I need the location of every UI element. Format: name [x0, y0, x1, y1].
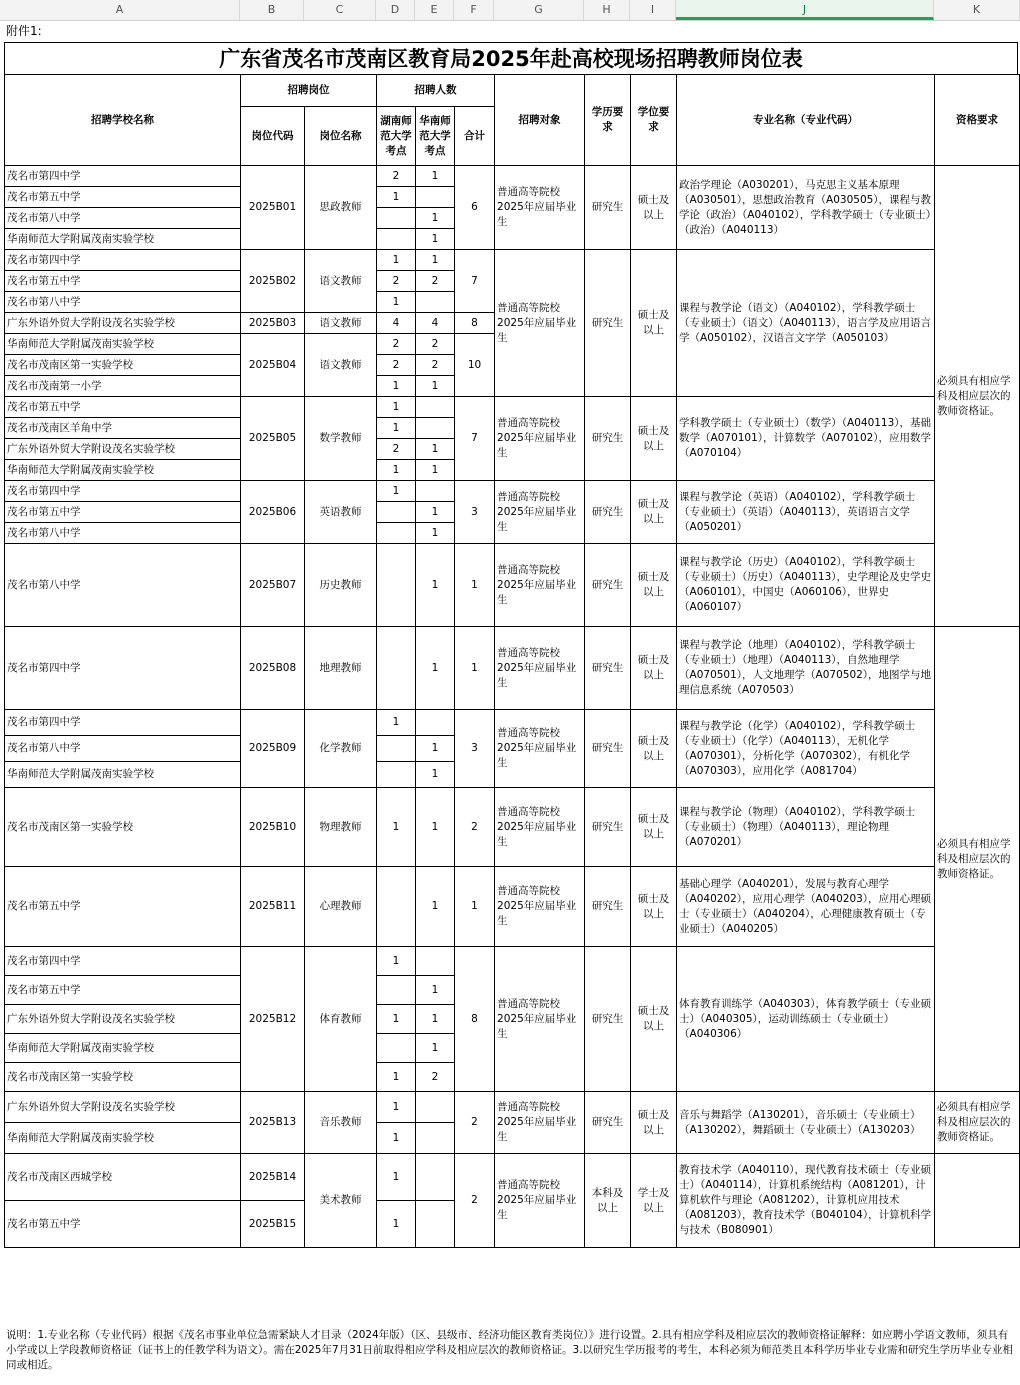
- table-row: [5, 1154, 1020, 1201]
- huanan-count-cell: 1: [416, 460, 455, 481]
- target-cell: 普通高等院校2025年应届毕业生: [495, 1092, 585, 1154]
- column-header-a[interactable]: A: [0, 0, 240, 20]
- degree-cell: 学士及以上: [631, 1154, 677, 1248]
- post-code-cell: 2025B09: [241, 710, 305, 788]
- major-cell: 课程与教学论（地理）（A040102），学科教学硕士（专业硕士）（地理）（A040113），自然地理学（A070501），人文地理学（A070502），地图学与地理信息系统（A070503）: [677, 627, 935, 710]
- table-row: [5, 397, 1020, 418]
- recruitment-table: [4, 74, 1020, 1248]
- total-count-cell: 3: [455, 710, 495, 788]
- degree-cell: 硕士及以上: [631, 397, 677, 481]
- school-name-cell: 茂名市第四中学: [5, 947, 241, 976]
- school-name-cell: 茂名市第四中学: [5, 627, 241, 710]
- huanan-count-cell: [416, 418, 455, 439]
- huanan-count-cell: 1: [416, 208, 455, 229]
- major-cell: 政治学理论（A030201），马克思主义基本原理（A030501），思想政治教育（A030505），课程与教学论（政治）（A040102），学科教学硕士（专业硕士）（政治）（A040113）: [677, 166, 935, 250]
- hunan-count-cell: 2: [377, 166, 416, 187]
- hunan-count-cell: [377, 502, 416, 523]
- hunan-count-cell: 1: [377, 788, 416, 867]
- post-code-cell: 2025B10: [241, 788, 305, 867]
- school-name-cell: 茂名市第五中学: [5, 187, 241, 208]
- education-cell: 研究生: [585, 788, 631, 867]
- table-row: [5, 867, 1020, 947]
- education-cell: 研究生: [585, 481, 631, 544]
- attachment-label: 附件1:: [6, 24, 42, 38]
- header-degree: 学位要求: [631, 75, 677, 166]
- hunan-count-cell: 1: [377, 418, 416, 439]
- huanan-count-cell: [416, 947, 455, 976]
- degree-cell: 硕士及以上: [631, 250, 677, 397]
- column-header-bar: [0, 0, 1020, 21]
- huanan-count-cell: 1: [416, 229, 455, 250]
- page-title: 广东省茂名市茂南区教育局2025年赴高校现场招聘教师岗位表: [4, 42, 1018, 74]
- huanan-count-cell: [416, 481, 455, 502]
- education-cell: 研究生: [585, 627, 631, 710]
- hunan-count-cell: 4: [377, 313, 416, 334]
- hunan-count-cell: 1: [377, 1154, 416, 1201]
- hunan-count-cell: [377, 736, 416, 762]
- school-name-cell: 茂名市第五中学: [5, 397, 241, 418]
- huanan-count-cell: 2: [416, 271, 455, 292]
- post-code-cell: 2025B13: [241, 1092, 305, 1154]
- hunan-count-cell: 2: [377, 355, 416, 376]
- school-name-cell: 茂名市第四中学: [5, 710, 241, 736]
- major-cell: 基础心理学（A040201），发展与教育心理学（A040202），应用心理学（A040203），应用心理硕士（专业硕士）（A040204），心理健康教育硕士（专业硕士）（A040205）: [677, 867, 935, 947]
- post-name-cell: 思政教师: [305, 166, 377, 250]
- huanan-count-cell: 1: [416, 544, 455, 627]
- huanan-count-cell: 2: [416, 355, 455, 376]
- hunan-count-cell: [377, 229, 416, 250]
- school-name-cell: 茂名市第八中学: [5, 208, 241, 229]
- post-name-cell: 化学教师: [305, 710, 377, 788]
- huanan-count-cell: [416, 1123, 455, 1154]
- hunan-count-cell: 1: [377, 376, 416, 397]
- total-count-cell: 7: [455, 397, 495, 481]
- huanan-count-cell: [416, 710, 455, 736]
- school-name-cell: 茂名市第四中学: [5, 250, 241, 271]
- huanan-count-cell: 1: [416, 736, 455, 762]
- degree-cell: 硕士及以上: [631, 166, 677, 250]
- school-name-cell: 茂名市茂南第一小学: [5, 376, 241, 397]
- qualification-cell: 必须具有相应学科及相应层次的教师资格证。: [935, 166, 1020, 627]
- target-cell: 普通高等院校2025年应届毕业生: [495, 481, 585, 544]
- post-name-cell: 心理教师: [305, 867, 377, 947]
- hunan-count-cell: 1: [377, 710, 416, 736]
- huanan-count-cell: [416, 1154, 455, 1201]
- school-name-cell: 茂名市茂南区第一实验学校: [5, 1063, 241, 1092]
- table-row: [5, 710, 1020, 736]
- qualification-cell: 必须具有相应学科及相应层次的教师资格证。: [935, 1092, 1020, 1154]
- huanan-count-cell: [416, 292, 455, 313]
- total-count-cell: 2: [455, 788, 495, 867]
- degree-cell: 硕士及以上: [631, 710, 677, 788]
- post-name-cell: 英语教师: [305, 481, 377, 544]
- school-name-cell: 广东外语外贸大学附设茂名实验学校: [5, 313, 241, 334]
- school-name-cell: 茂名市茂南区西城学校: [5, 1154, 241, 1201]
- hunan-count-cell: 2: [377, 271, 416, 292]
- header-huanan: 华南师范大学考点: [416, 107, 455, 166]
- education-cell: 研究生: [585, 710, 631, 788]
- major-cell: 课程与教学论（历史）（A040102），学科教学硕士（专业硕士）（历史）（A040113），史学理论及史学史（A060101），中国史（A060106），世界史（A060107）: [677, 544, 935, 627]
- huanan-count-cell: 1: [416, 439, 455, 460]
- huanan-count-cell: [416, 187, 455, 208]
- post-code-cell: 2025B06: [241, 481, 305, 544]
- hunan-count-cell: [377, 523, 416, 544]
- huanan-count-cell: 1: [416, 250, 455, 271]
- table-row: [5, 481, 1020, 502]
- school-name-cell: 华南师范大学附属茂南实验学校: [5, 762, 241, 788]
- school-name-cell: 茂名市第八中学: [5, 523, 241, 544]
- table-row: [5, 788, 1020, 867]
- huanan-count-cell: 1: [416, 502, 455, 523]
- hunan-count-cell: 1: [377, 397, 416, 418]
- school-name-cell: 茂名市茂南区羊角中学: [5, 418, 241, 439]
- education-cell: 研究生: [585, 1092, 631, 1154]
- degree-cell: 硕士及以上: [631, 947, 677, 1092]
- header-school: 招聘学校名称: [5, 75, 241, 166]
- school-name-cell: 茂名市第四中学: [5, 481, 241, 502]
- huanan-count-cell: 1: [416, 867, 455, 947]
- post-name-cell: 地理教师: [305, 627, 377, 710]
- degree-cell: 硕士及以上: [631, 867, 677, 947]
- post-name-cell: 语文教师: [305, 250, 377, 313]
- hunan-count-cell: [377, 627, 416, 710]
- header-edu: 学历要求: [585, 75, 631, 166]
- post-name-cell: 数学教师: [305, 397, 377, 481]
- huanan-count-cell: 1: [416, 1005, 455, 1034]
- target-cell: 普通高等院校2025年应届毕业生: [495, 867, 585, 947]
- hunan-count-cell: [377, 762, 416, 788]
- header-qualification: 资格要求: [935, 75, 1020, 166]
- target-cell: 普通高等院校2025年应届毕业生: [495, 788, 585, 867]
- column-header-b[interactable]: B: [240, 0, 304, 20]
- hunan-count-cell: 1: [377, 947, 416, 976]
- education-cell: 研究生: [585, 947, 631, 1092]
- hunan-count-cell: [377, 1034, 416, 1063]
- school-name-cell: 茂名市第八中学: [5, 292, 241, 313]
- table-row: [5, 1092, 1020, 1123]
- major-cell: 音乐与舞蹈学（A130201），音乐硕士（专业硕士）（A130202），舞蹈硕士（专业硕士）（A130203）: [677, 1092, 935, 1154]
- huanan-count-cell: 2: [416, 334, 455, 355]
- target-cell: 普通高等院校2025年应届毕业生: [495, 544, 585, 627]
- hunan-count-cell: 1: [377, 187, 416, 208]
- huanan-count-cell: 1: [416, 976, 455, 1005]
- school-name-cell: 广东外语外贸大学附设茂名实验学校: [5, 1005, 241, 1034]
- hunan-count-cell: 1: [377, 460, 416, 481]
- total-count-cell: 8: [455, 313, 495, 334]
- total-count-cell: 8: [455, 947, 495, 1092]
- target-cell: 普通高等院校2025年应届毕业生: [495, 250, 585, 397]
- education-cell: 研究生: [585, 544, 631, 627]
- table-row: [5, 250, 1020, 271]
- major-cell: 教育技术学（A040110），现代教育技术硕士（专业硕士）（A040114），计算机系统结构（A081201），计算机软件与理论（A081202），计算机应用技术（A081203），教育技术学（B040104），计算机科学与技术（B080901）: [677, 1154, 935, 1248]
- huanan-count-cell: [416, 1201, 455, 1248]
- post-name-cell: 历史教师: [305, 544, 377, 627]
- huanan-count-cell: 1: [416, 523, 455, 544]
- education-cell: 研究生: [585, 867, 631, 947]
- hunan-count-cell: 2: [377, 334, 416, 355]
- school-name-cell: 华南师范大学附属茂南实验学校: [5, 1034, 241, 1063]
- header-hunan: 湖南师范大学考点: [377, 107, 416, 166]
- post-code-cell: 2025B11: [241, 867, 305, 947]
- huanan-count-cell: [416, 1092, 455, 1123]
- degree-cell: 硕士及以上: [631, 544, 677, 627]
- hunan-count-cell: [377, 208, 416, 229]
- school-name-cell: 茂名市第五中学: [5, 271, 241, 292]
- school-name-cell: 茂名市第五中学: [5, 976, 241, 1005]
- major-cell: 课程与教学论（化学）（A040102），学科教学硕士（专业硕士）（化学）（A040113），无机化学（A070301），分析化学（A070302），有机化学（A070303），应用化学（A081704）: [677, 710, 935, 788]
- school-name-cell: 华南师范大学附属茂南实验学校: [5, 229, 241, 250]
- school-name-cell: 茂名市第五中学: [5, 867, 241, 947]
- huanan-count-cell: 1: [416, 762, 455, 788]
- total-count-cell: 7: [455, 250, 495, 313]
- hunan-count-cell: [377, 544, 416, 627]
- table-row: [5, 947, 1020, 976]
- huanan-count-cell: 1: [416, 788, 455, 867]
- post-code-cell: 2025B05: [241, 397, 305, 481]
- major-cell: 课程与教学论（英语）（A040102），学科教学硕士（专业硕士）（英语）（A040113），英语语言文学（A050201）: [677, 481, 935, 544]
- huanan-count-cell: 4: [416, 313, 455, 334]
- target-cell: 普通高等院校2025年应届毕业生: [495, 166, 585, 250]
- major-cell: 课程与教学论（物理）（A040102），学科教学硕士（专业硕士）（物理）（A040113），理论物理（A070201）: [677, 788, 935, 867]
- total-count-cell: 2: [455, 1092, 495, 1154]
- hunan-count-cell: 1: [377, 1005, 416, 1034]
- header-post-code: 岗位代码: [241, 107, 305, 166]
- header-total: 合计: [455, 107, 495, 166]
- total-count-cell: 2: [455, 1154, 495, 1248]
- degree-cell: 硕士及以上: [631, 1092, 677, 1154]
- post-code-cell: 2025B07: [241, 544, 305, 627]
- post-code-cell: 2025B04: [241, 334, 305, 397]
- school-name-cell: 华南师范大学附属茂南实验学校: [5, 1123, 241, 1154]
- total-count-cell: 3: [455, 481, 495, 544]
- hunan-count-cell: 1: [377, 1063, 416, 1092]
- school-name-cell: 茂名市第八中学: [5, 736, 241, 762]
- school-name-cell: 广东外语外贸大学附设茂名实验学校: [5, 1092, 241, 1123]
- column-header-j[interactable]: J: [676, 0, 934, 20]
- education-cell: 研究生: [585, 397, 631, 481]
- column-header-c[interactable]: C: [304, 0, 376, 20]
- post-code-cell: 2025B02: [241, 250, 305, 313]
- target-cell: 普通高等院校2025年应届毕业生: [495, 947, 585, 1092]
- post-name-cell: 体育教师: [305, 947, 377, 1092]
- total-count-cell: 1: [455, 544, 495, 627]
- post-name-cell: 音乐教师: [305, 1092, 377, 1154]
- school-name-cell: 华南师范大学附属茂南实验学校: [5, 334, 241, 355]
- degree-cell: 硕士及以上: [631, 627, 677, 710]
- major-cell: 课程与教学论（语文）（A040102），学科教学硕士（专业硕士）（语文）（A040113），语言学及应用语言学（A050102），汉语言文字学（A050103）: [677, 250, 935, 397]
- huanan-count-cell: [416, 397, 455, 418]
- qualification-cell: 必须具有相应学科及相应层次的教师资格证。: [935, 627, 1020, 1092]
- education-cell: 本科及以上: [585, 1154, 631, 1248]
- degree-cell: 硕士及以上: [631, 481, 677, 544]
- header-post: 招聘岗位: [241, 75, 377, 107]
- post-code-cell: 2025B12: [241, 947, 305, 1092]
- hunan-count-cell: 1: [377, 250, 416, 271]
- hunan-count-cell: 1: [377, 1092, 416, 1123]
- header-target: 招聘对象: [495, 75, 585, 166]
- target-cell: 普通高等院校2025年应届毕业生: [495, 627, 585, 710]
- column-header-d[interactable]: D: [376, 0, 415, 20]
- school-name-cell: 广东外语外贸大学附设茂名实验学校: [5, 439, 241, 460]
- total-count-cell: 1: [455, 627, 495, 710]
- huanan-count-cell: 2: [416, 1063, 455, 1092]
- hunan-count-cell: 1: [377, 1201, 416, 1248]
- hunan-count-cell: [377, 976, 416, 1005]
- hunan-count-cell: [377, 867, 416, 947]
- total-count-cell: 10: [455, 334, 495, 397]
- target-cell: 普通高等院校2025年应届毕业生: [495, 1154, 585, 1248]
- column-header-k[interactable]: K: [934, 0, 1020, 20]
- hunan-count-cell: 1: [377, 292, 416, 313]
- post-name-cell: 物理教师: [305, 788, 377, 867]
- column-header-f[interactable]: F: [454, 0, 494, 20]
- post-name-cell: 语文教师: [305, 313, 377, 334]
- column-header-h[interactable]: H: [584, 0, 630, 20]
- school-name-cell: 茂名市第四中学: [5, 166, 241, 187]
- school-name-cell: 华南师范大学附属茂南实验学校: [5, 460, 241, 481]
- table-row: [5, 627, 1020, 710]
- school-name-cell: 茂名市茂南区第一实验学校: [5, 355, 241, 376]
- hunan-count-cell: 1: [377, 1123, 416, 1154]
- school-name-cell: 茂名市第五中学: [5, 1201, 241, 1248]
- post-code-cell: 2025B15: [241, 1201, 305, 1248]
- total-count-cell: 1: [455, 867, 495, 947]
- header-count: 招聘人数: [377, 75, 495, 107]
- education-cell: 研究生: [585, 166, 631, 250]
- degree-cell: 硕士及以上: [631, 788, 677, 867]
- target-cell: 普通高等院校2025年应届毕业生: [495, 397, 585, 481]
- education-cell: 研究生: [585, 250, 631, 397]
- school-name-cell: 茂名市第八中学: [5, 544, 241, 627]
- post-code-cell: 2025B03: [241, 313, 305, 334]
- header-post-name: 岗位名称: [305, 107, 377, 166]
- huanan-count-cell: 1: [416, 627, 455, 710]
- post-code-cell: 2025B01: [241, 166, 305, 250]
- school-name-cell: 茂名市第五中学: [5, 502, 241, 523]
- school-name-cell: 茂名市茂南区第一实验学校: [5, 788, 241, 867]
- huanan-count-cell: 1: [416, 166, 455, 187]
- post-code-cell: 2025B14: [241, 1154, 305, 1201]
- qualification-cell: [935, 1154, 1020, 1248]
- major-cell: 体育教育训练学（A040303），体育教学硕士（专业硕士）（A040305），运动训练硕士（专业硕士）（A040306）: [677, 947, 935, 1092]
- table-row: [5, 544, 1020, 627]
- column-header-g[interactable]: G: [494, 0, 584, 20]
- column-header-i[interactable]: I: [630, 0, 676, 20]
- footnote: 说明：1.专业名称（专业代码）根据《茂名市事业单位急需紧缺人才目录（2024年版）（区、县级市、经济功能区教育类岗位）》进行设置。2.具有相应学科及相应层次的教师资格证解释：如应聘小学语文教师，须具有小学或以上学段教师资格证（证书上的任教学科为语文）。需在2025年7月31日前取得相应学科及相应层次的教师资格证。3.以研究生学历报考的考生，本科必须为师范类且本科学历毕业专业需和研究生学历毕业专业相同或相近。: [6, 1329, 1014, 1371]
- total-count-cell: 6: [455, 166, 495, 250]
- major-cell: 学科教学硕士（专业硕士）（数学）（A040113），基础数学（A070101），计算数学（A070102），应用数学（A070104）: [677, 397, 935, 481]
- table-row: [5, 166, 1020, 187]
- header-major: 专业名称（专业代码）: [677, 75, 935, 166]
- post-code-cell: 2025B08: [241, 627, 305, 710]
- target-cell: 普通高等院校2025年应届毕业生: [495, 710, 585, 788]
- column-header-e[interactable]: E: [415, 0, 454, 20]
- hunan-count-cell: 2: [377, 439, 416, 460]
- post-name-cell: 美术教师: [305, 1154, 377, 1248]
- table-body: [5, 166, 1020, 1248]
- huanan-count-cell: 1: [416, 1034, 455, 1063]
- huanan-count-cell: 1: [416, 376, 455, 397]
- post-name-cell: 语文教师: [305, 334, 377, 397]
- hunan-count-cell: 1: [377, 481, 416, 502]
